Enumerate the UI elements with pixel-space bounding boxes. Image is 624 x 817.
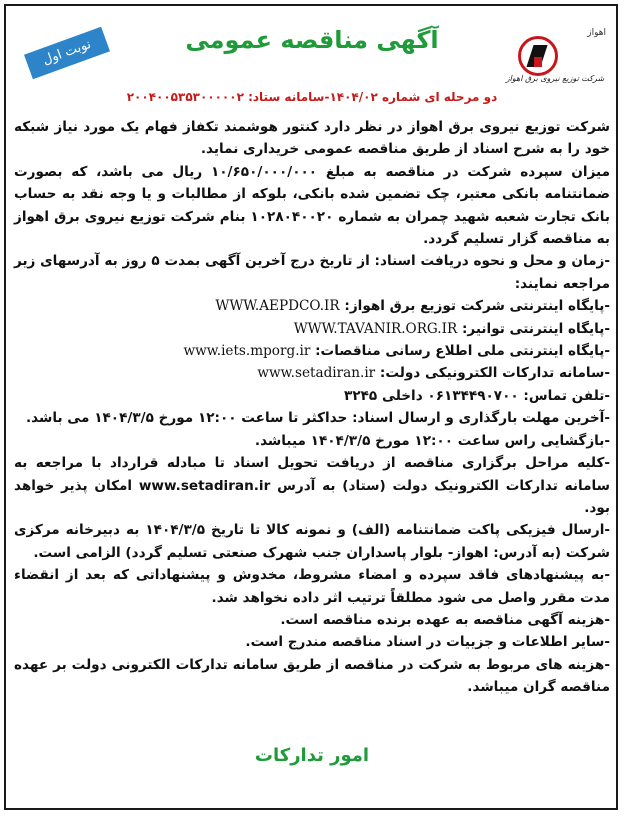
notice-title: آگهی مناقصه عمومی — [185, 26, 439, 54]
paragraph-iets-site: -پایگاه اینترنتی ملی اطلاع رسانی مناقصات: www.iets.mporg.ir — [183, 343, 610, 360]
paragraph-deadline: -آخرین مهلت بارگذاری و ارسال اسناد: حداکثر تا ساعت ۱۲:۰۰ مورخ ۱۴۰۴/۳/۵ می باشد. — [25, 410, 610, 427]
paragraph-fees: -هزینه های مربوط به شرکت در مناقصه از طریق سامانه تدارکات الکترونی دولت بر عهده مناقصه گران میباشد. — [14, 656, 610, 696]
paragraph-aepdco-site: -پایگاه اینترنتی شرکت توزیع برق اهواز: WWW.AEPDCO.IR — [215, 298, 610, 315]
logo-city: اهواز — [587, 28, 606, 38]
paragraph-documents: -زمان و محل و نحوه دریافت اسناد: از تاریخ درج آخرین آگهی بمدت ۵ روز به آدرسهای زیر مراجعه نمایند: — [14, 253, 610, 292]
tavanir-link[interactable]: WWW.TAVANIR.ORG.IR — [293, 320, 458, 337]
paragraph-physical-delivery: -ارسال فیزیکی پاکت ضمانتنامه (الف) و نمونه کالا تا تاریخ ۱۴۰۴/۳/۵ به دبیرخانه مرکزی شرکت (به آدرس: اهواز- بلوار پاسداران جنب شهرک صنعتی تسلیم گردد) الزامی است. — [14, 522, 610, 561]
tender-number: دو مرحله ای شماره ۱۴۰۴/۰۲-سامانه ستاد: ۲۰۰۴۰۰۵۳۵۳۰۰۰۰۰۲ — [126, 90, 498, 104]
aepdco-link[interactable]: WWW.AEPDCO.IR — [215, 298, 340, 315]
logo-company-name: شرکت توزیع نیروی برق اهواز — [505, 74, 605, 83]
setadiran-link[interactable]: www.setadiran.ir — [257, 365, 376, 382]
paragraph-other-info: -سایر اطلاعات و جزییات در اسناد مناقصه مندرج است. — [245, 634, 610, 651]
paragraph-setad-site: -سامانه تدارکات الکترونیکی دولت: www.setadiran.ir — [257, 365, 610, 382]
paragraph-phone: -تلفن تماس: ۰۶۱۳۴۴۹۰۷۰۰ داخلی ۳۲۴۵ — [344, 387, 610, 404]
footer-department: امور تدارکات — [254, 745, 370, 766]
paragraph-tavanir-site: -پایگاه اینترنتی توانیر: WWW.TAVANIR.ORG.IR — [293, 320, 610, 337]
paragraph-process: -کلیه مراحل برگزاری مناقصه از دریافت تحویل اسناد تا مبادله قرارداد با مراجعه به سامانه تدارکات الکترونیک دولت (ستاد) به آدرس www.setadiran.ir امکان پذیر خواهد بود. — [14, 455, 610, 516]
paragraph-opening: -بازگشایی راس ساعت ۱۲:۰۰ مورخ ۱۴۰۴/۳/۵ میباشد. — [254, 432, 610, 449]
paragraph-intro: شرکت توزیع نیروی برق اهواز در نظر دارد کنتور هوشمند تکفاز فهام یک مورد نیاز شبکه خود را به شرح اسناد از طریق مناقصه عمومی خریداری نماید. — [14, 119, 610, 158]
paragraph-deposit: میزان سپرده شرکت در مناقصه به مبلغ ۱۰/۶۵۰/۰۰۰/۰۰۰ ریال می باشد، که بصورت ضمانتنامه بانکی معتبر، چک تضمین شده بانکی، بلوکه از مطالبات و یا وجه نقد به حساب بانک تجارت شعبه شهید چمران به شماره ۱۰۲۸۰۴۰۰۲۰ بنام شرکت توزیع نیروی برق اهواز به مناقصه گزار تسلیم گردد. — [14, 163, 611, 248]
paragraph-rejection: -به پیشنهادهای فاقد سپرده و امضاء مشروط، مخدوش و پیشنهاداتی که بعد از انقضاء مدت مقرر واصل می شود مطلقاً ترتیب اثر داده نخواهد شد. — [14, 567, 610, 606]
notice-body — [14, 116, 610, 699]
iets-link[interactable]: www.iets.mporg.ir — [183, 343, 311, 360]
paragraph-ad-cost: -هزینه آگهی مناقصه به عهده برنده مناقصه است. — [280, 611, 610, 628]
round-badge: نوبت اول — [24, 27, 110, 79]
